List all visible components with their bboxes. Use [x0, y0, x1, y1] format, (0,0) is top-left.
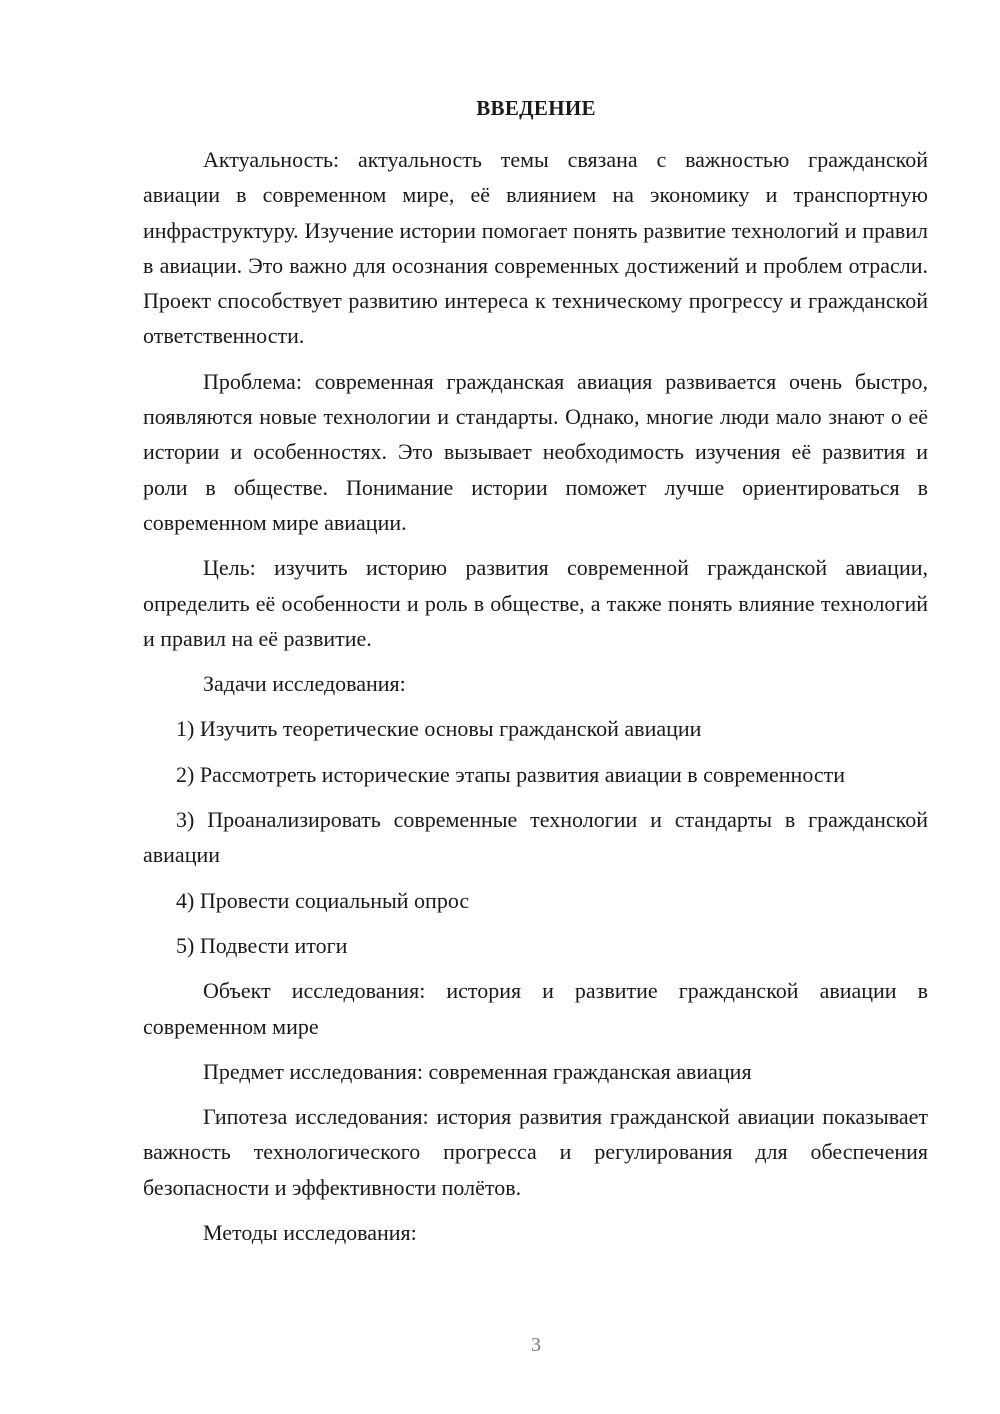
task-item: 2) Рассмотреть исторические этапы развития авиации в современности [176, 761, 846, 787]
task-item: 5) Подвести итоги [176, 932, 348, 958]
goal-paragraph: Цель: изучить историю развития современной гражданской авиации, определить её особенности и роль в обществе, а также понять влияние технологий и правил на её развитие. [143, 555, 928, 651]
methods-paragraph: Методы исследования: [203, 1220, 417, 1246]
task-item: 1) Изучить теоретические основы гражданской авиации [176, 716, 702, 742]
task-item: 4) Провести социальный опрос [176, 887, 470, 913]
relevance-paragraph: Актуальность: актуальность темы связана с важностью гражданской авиации в современном мире, её влиянием на экономику и транспортную инфраструктуру. Изучение истории помогает понять развитие технологий и правил в авиации. Это важно для осознания современных достижений и проблем отрасли. Проект способствует развитию интереса к техническому прогрессу и гражданской ответственности. [143, 147, 928, 349]
subject-paragraph: Предмет исследования: современная гражданская авиация [203, 1058, 752, 1084]
object-paragraph: Объект исследования: история и развитие гражданской авиации в современном мире [143, 978, 928, 1039]
problem-paragraph: Проблема: современная гражданская авиация развивается очень быстро, появляются новые технологии и стандарты. Однако, многие люди мало знают о её истории и особенностях. Это вызывает необходимость изучения её развития и роли в обществе. Понимание истории поможет лучше ориентироваться в современном мире авиации. [143, 368, 928, 535]
page-number: 3 [531, 1334, 541, 1356]
task-item: 3) Проанализировать современные технологии и стандарты в гражданской авиации [143, 807, 928, 868]
section-title: ВВЕДЕНИЕ [476, 96, 596, 120]
document-body [143, 142, 928, 1250]
tasks-heading: Задачи исследования: [203, 671, 406, 697]
hypothesis-paragraph: Гипотеза исследования: история развития гражданской авиации показывает важность технологического прогресса и регулирования для обеспечения безопасности и эффективности полётов. [143, 1104, 928, 1200]
